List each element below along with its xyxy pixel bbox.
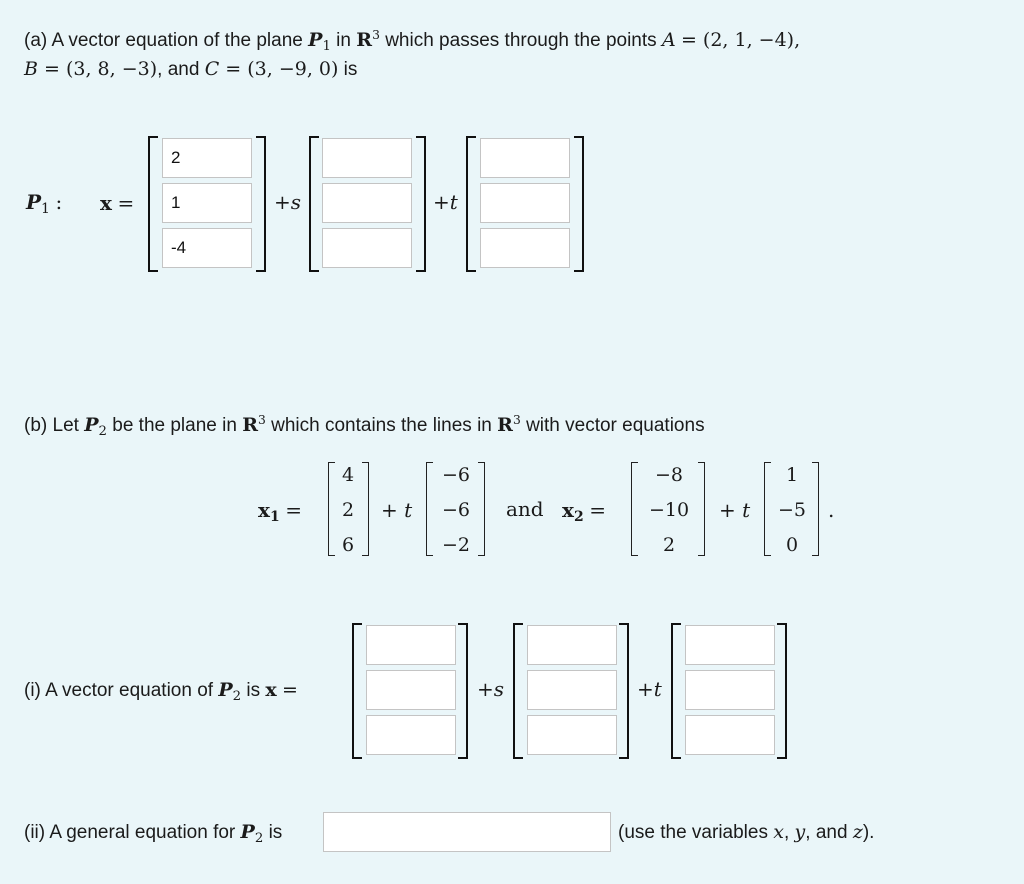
p2-subscript: 2 [98, 423, 107, 439]
reals-symbol: R [497, 413, 513, 436]
p2-symbol: P [218, 679, 233, 701]
var-x: x [773, 821, 784, 843]
bracket-left [148, 136, 158, 272]
var-z: z [852, 821, 863, 843]
variables-hint [618, 821, 874, 844]
part-b-prefix: (b) Let [24, 414, 85, 436]
reals-exponent: 3 [512, 413, 521, 427]
p1-colon: : [55, 190, 63, 214]
hint-and: , and [805, 822, 853, 843]
dir1-input-3[interactable] [322, 228, 412, 268]
plus-t: + t [719, 498, 751, 522]
point-input-2[interactable]: 1 [162, 183, 252, 223]
bracket-right [416, 136, 426, 272]
part-b-mid: be the plane in [106, 414, 243, 436]
bracket-left [352, 623, 362, 759]
bracket-right [256, 136, 266, 272]
bracket-right [698, 462, 705, 556]
matrix-cell: 0 [785, 534, 799, 556]
part-i-prefix: (i) A vector equation of [24, 680, 219, 701]
plus-s: +s [274, 190, 302, 214]
hint-end: ). [862, 822, 875, 843]
general-equation-input[interactable] [323, 812, 611, 852]
p2-symbol: P [240, 821, 255, 843]
i-dir2-input-2[interactable] [685, 670, 775, 710]
matrix-cell: −6 [441, 499, 470, 521]
dir2-input-1[interactable] [480, 138, 570, 178]
plane-symbol: P [308, 28, 323, 51]
text-and: , and [157, 59, 205, 80]
matrix-cell: 1 [785, 464, 799, 486]
matrix-cell: 2 [341, 499, 355, 521]
matrix-cell: 6 [341, 534, 355, 556]
bracket-right [362, 462, 369, 556]
bracket-left [466, 136, 476, 272]
bracket-right [574, 136, 584, 272]
matrix-cell: −8 [654, 464, 683, 486]
p2-symbol: P [84, 413, 99, 436]
var-y: y [794, 821, 806, 843]
i-point-input-3[interactable] [366, 715, 456, 755]
dir1-input-1[interactable] [322, 138, 412, 178]
bracket-right [777, 623, 787, 759]
bracket-left [671, 623, 681, 759]
point-c-value: (3, −9, 0) [247, 58, 339, 80]
reals-symbol: R [356, 28, 373, 51]
bracket-right [619, 623, 629, 759]
part-b-end: with vector equations [520, 414, 705, 436]
part-b-text [24, 413, 705, 439]
hint-prefix: (use the variables [618, 822, 774, 843]
i-dir1-input-1[interactable] [527, 625, 617, 665]
reals-symbol: R [242, 413, 258, 436]
plane-subscript: 1 [322, 38, 331, 54]
matrix-cell: −6 [441, 464, 470, 486]
equals-sign: = [282, 679, 298, 701]
x1-subscript: 1 [269, 509, 280, 526]
dir2-input-2[interactable] [480, 183, 570, 223]
p2-subscript: 2 [254, 830, 264, 846]
i-dir1-input-3[interactable] [527, 715, 617, 755]
x2-subscript: 2 [573, 509, 584, 526]
x2-symbol: x [562, 498, 574, 522]
equals-sign: = [285, 498, 303, 522]
part-b-mid2: which contains the lines in [265, 414, 498, 436]
part-i-text [24, 679, 298, 704]
matrix-cell: −2 [441, 534, 470, 556]
point-b-label: B [24, 58, 38, 80]
equals-sign: = [117, 191, 135, 215]
text-is: is [241, 680, 266, 701]
point-a-label: A [661, 28, 676, 51]
bracket-left [513, 623, 523, 759]
i-dir1-input-2[interactable] [527, 670, 617, 710]
dir1-input-2[interactable] [322, 183, 412, 223]
plus-t: + t [381, 498, 413, 522]
plus-s: +s [477, 677, 505, 701]
point-a-value: (2, 1, −4), [702, 28, 801, 51]
part-a-line1: (a) A vector equation of the plane $P_1$ in $R^3$ which passes through the points A = (2, 1, −4), [24, 28, 801, 54]
text-is: is [263, 822, 283, 843]
hint-comma: , [783, 822, 795, 843]
plus-t: +t [433, 190, 458, 214]
text-in: in [330, 29, 357, 51]
x1-label [258, 498, 302, 525]
and-word: and [506, 497, 544, 521]
text-is: is [338, 59, 358, 80]
x-equals [100, 191, 134, 216]
part-a-prefix: (a) A vector equation of the plane [24, 29, 309, 51]
part-a-points-text: which passes through the points [379, 29, 662, 51]
reals-exponent: 3 [257, 413, 266, 427]
matrix-cell: −10 [648, 499, 690, 521]
i-dir2-input-1[interactable] [685, 625, 775, 665]
equals-sign: = [589, 498, 607, 522]
i-point-input-1[interactable] [366, 625, 456, 665]
point-b-value: (3, 8, −3) [65, 58, 158, 80]
part-ii-prefix: (ii) A general equation for [24, 822, 241, 843]
p2-subscript: 2 [232, 688, 242, 704]
part-ii-text [24, 821, 282, 846]
dir2-input-3[interactable] [480, 228, 570, 268]
i-dir2-input-3[interactable] [685, 715, 775, 755]
i-point-input-2[interactable] [366, 670, 456, 710]
period: . [828, 498, 835, 522]
point-input-3[interactable]: -4 [162, 228, 252, 268]
x1-symbol: x [258, 498, 270, 522]
matrix-cell: 4 [341, 464, 355, 486]
x-vector-symbol: x [265, 679, 277, 701]
p1-symbol: P [26, 190, 42, 214]
p1-label [26, 190, 62, 217]
bracket-right [458, 623, 468, 759]
reals-exponent: 3 [372, 28, 380, 42]
matrix-cell: −5 [777, 499, 806, 521]
matrix-cell: 2 [662, 534, 676, 556]
bracket-right [812, 462, 819, 556]
point-input-1[interactable]: 2 [162, 138, 252, 178]
bracket-right [478, 462, 485, 556]
bracket-left [631, 462, 638, 556]
p1-subscript: 1 [41, 201, 50, 218]
bracket-left [309, 136, 319, 272]
x2-label [562, 498, 606, 525]
part-a-line2: B = (3, 8, −3), and C = (3, −9, 0) is [24, 58, 358, 80]
x-vector-symbol: x [100, 191, 112, 215]
plus-t: +t [637, 677, 662, 701]
point-c-label: C [204, 58, 220, 80]
